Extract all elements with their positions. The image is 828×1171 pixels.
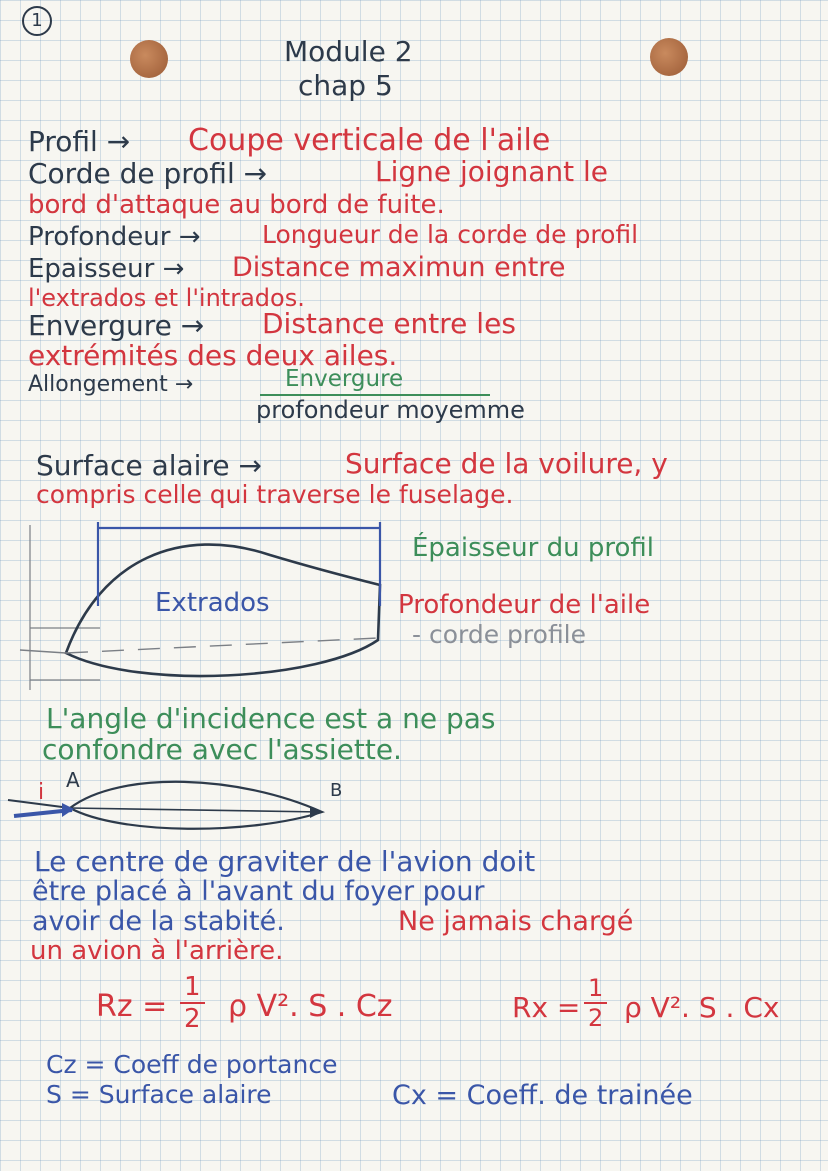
extrados-label: Extrados [155,588,270,618]
profil-term: Profil → [28,125,131,158]
epaisseur-definition-1: Distance maximun entre [232,252,566,283]
rz-right: ρ V². S . Cz [228,989,393,1024]
rx-right: ρ V². S . Cx [624,991,780,1024]
incidence-line-1: L'angle d'incidence est a ne pas [46,702,496,735]
gravity-line-4: un avion à l'arrière. [30,936,284,966]
surface-definition-2: compris celle qui traverse le fuselage. [36,480,514,509]
gravity-line-1: Le centre de graviter de l'avion doit [34,845,536,878]
profondeur-definition: Longueur de la corde de profil [262,220,639,249]
rz-left: Rz = [96,989,168,1024]
corde-definition-2: bord d'attaque au bord de fuite. [28,190,445,220]
allongement-term: Allongement → [28,372,194,397]
header-module: Module 2 [284,35,413,68]
envergure-term: Envergure → [28,309,205,342]
rx-left: Rx = [512,991,581,1024]
rx-denominator: 2 [588,1004,604,1032]
incidence-point-a: A [66,768,80,792]
envergure-definition-2: extrémités des deux ailes. [28,339,398,372]
gravity-line-2: être placé à l'avant du foyer pour [32,876,485,907]
epaisseur-term: Epaisseur → [28,254,185,284]
corde-definition-1: Ligne joignant le [375,155,609,188]
legend-cx: Cx = Coeff. de trainée [392,1080,693,1111]
gravity-line-3b: Ne jamais chargé [398,906,634,937]
profondeur-label: Profondeur de l'aile [398,590,651,620]
surface-term: Surface alaire → [36,449,262,482]
incidence-line-2: confondre avec l'assiette. [42,733,402,766]
surface-definition-1: Surface de la voilure, y [345,447,668,480]
incidence-point-b: B [330,780,343,801]
rz-denominator: 2 [184,1004,201,1034]
page-number: 1 [22,6,52,36]
allongement-denominator: profondeur moyemme [256,396,525,424]
header-chapter: chap 5 [298,69,393,102]
allongement-numerator: Envergure [285,366,404,392]
rz-fraction [180,972,205,1034]
legend-cz: Cz = Coeff de portance [46,1050,338,1079]
rz-numerator: 1 [180,972,205,1004]
corde-label: - corde profile [412,620,587,649]
corde-term: Corde de profil → [28,157,268,190]
envergure-definition-1: Distance entre les [262,307,516,340]
legend-s: S = Surface alaire [46,1080,272,1109]
epaisseur-label: Épaisseur du profil [412,533,654,563]
gravity-line-3a: avoir de la stabité. [32,906,285,937]
rx-fraction [584,974,607,1032]
profil-definition: Coupe verticale de l'aile [188,123,551,158]
rx-numerator: 1 [584,974,607,1004]
incidence-angle-i: i [38,780,45,805]
epaisseur-definition-2: l'extrados et l'intrados. [28,284,305,312]
profondeur-term: Profondeur → [28,222,201,252]
